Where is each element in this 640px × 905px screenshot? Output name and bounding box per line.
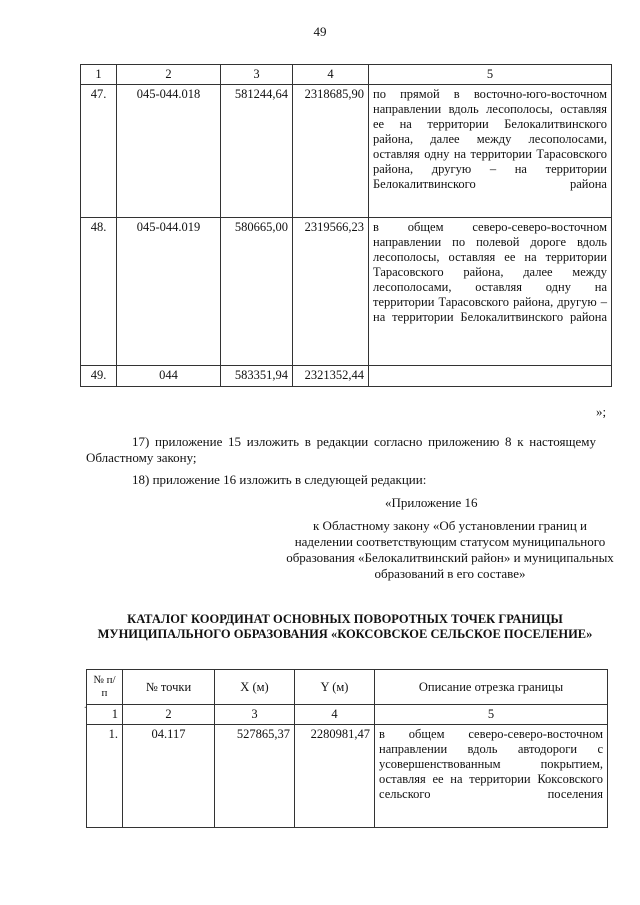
header-cell: 3 [221,65,293,85]
x-coordinate: 580665,00 [221,218,293,366]
y-coordinate: 2280981,47 [295,725,375,828]
table-row [81,366,612,387]
koksovskoe-points-table [86,669,608,828]
x-coordinate: 581244,64 [221,85,293,218]
row-number: 47. [81,85,117,218]
table-row [81,218,612,366]
segment-description: в общем северо-северо-восточном направлении по полевой дороге вдоль лесополосы, оставляя ее на территории Тарасовского района, далее между лесополосами, оставляя одну на территории Тарасовского района, другую – на территории Белокалитвинского района [369,218,612,366]
table-row [87,725,608,828]
x-coordinate: 527865,37 [215,725,295,828]
table-header-row [87,670,608,705]
appendix-title: «Приложение 16 [385,495,478,510]
column-number: 3 [215,705,295,725]
table-header-row [81,65,612,85]
catalog-title: КАТАЛОГ КООРДИНАТ ОСНОВНЫХ ПОВОРОТНЫХ ТОЧЕК ГРАНИЦЫ МУНИЦИПАЛЬНОГО ОБРАЗОВАНИЯ «КОКСОВСКОЕ СЕЛЬСКОЕ ПОСЕЛЕНИЕ» [97,612,593,641]
header-point-number: № точки [123,670,215,705]
point-number: 04.117 [123,725,215,828]
row-number: 1. [87,725,123,828]
y-coordinate: 2321352,44 [293,366,369,387]
paragraph-18: 18) приложение 16 изложить в следующей редакции: [132,472,427,487]
column-number: 2 [123,705,215,725]
point-number: 044 [117,366,221,387]
header-cell: 1 [81,65,117,85]
segment-description [369,366,612,387]
point-number: 045-044.019 [117,218,221,366]
y-coordinate: 2319566,23 [293,218,369,366]
point-number: 045-044.018 [117,85,221,218]
header-cell: 4 [293,65,369,85]
appendix-subtitle: к Областному закону «Об установлении границ и наделении соответствующим статусом муниципального образования «Белокалитвинский район» и муниципальных образований в его составе» [286,518,614,581]
header-cell: 2 [117,65,221,85]
column-number-row [87,705,608,725]
row-number: 49. [81,366,117,387]
x-coordinate: 583351,94 [221,366,293,387]
margin-mark: . [84,700,87,711]
y-coordinate: 2318685,90 [293,85,369,218]
column-number: 4 [295,705,375,725]
segment-description: в общем северо-северо-восточном направлении вдоль автодороги с усовершенствованным покрытием, оставляя ее на территории Коксовского сельского поселения [375,725,608,828]
row-number: 48. [81,218,117,366]
header-y: Y (м) [295,670,375,705]
header-cell: 5 [369,65,612,85]
header-row-number: № п/п [87,670,123,705]
table-row [81,85,612,218]
segment-description: по прямой в восточно-юго-восточном направлении вдоль лесополосы, оставляя ее на территории Белокалитвинского района, далее между лесополосами, оставляя одну на территории Тарасовского района, другую – на территории Белокалитвинского района [369,85,612,218]
page-number: 49 [313,24,327,39]
closing-quote: »; [596,404,607,419]
paragraph-17: 17) приложение 15 изложить в редакции согласно приложению 8 к настоящему Областному закону; [86,434,596,465]
column-number: 1 [87,705,123,725]
column-number: 5 [375,705,608,725]
header-x: X (м) [215,670,295,705]
header-description: Описание отрезка границы [375,670,608,705]
boundary-points-table-continued [80,64,612,387]
